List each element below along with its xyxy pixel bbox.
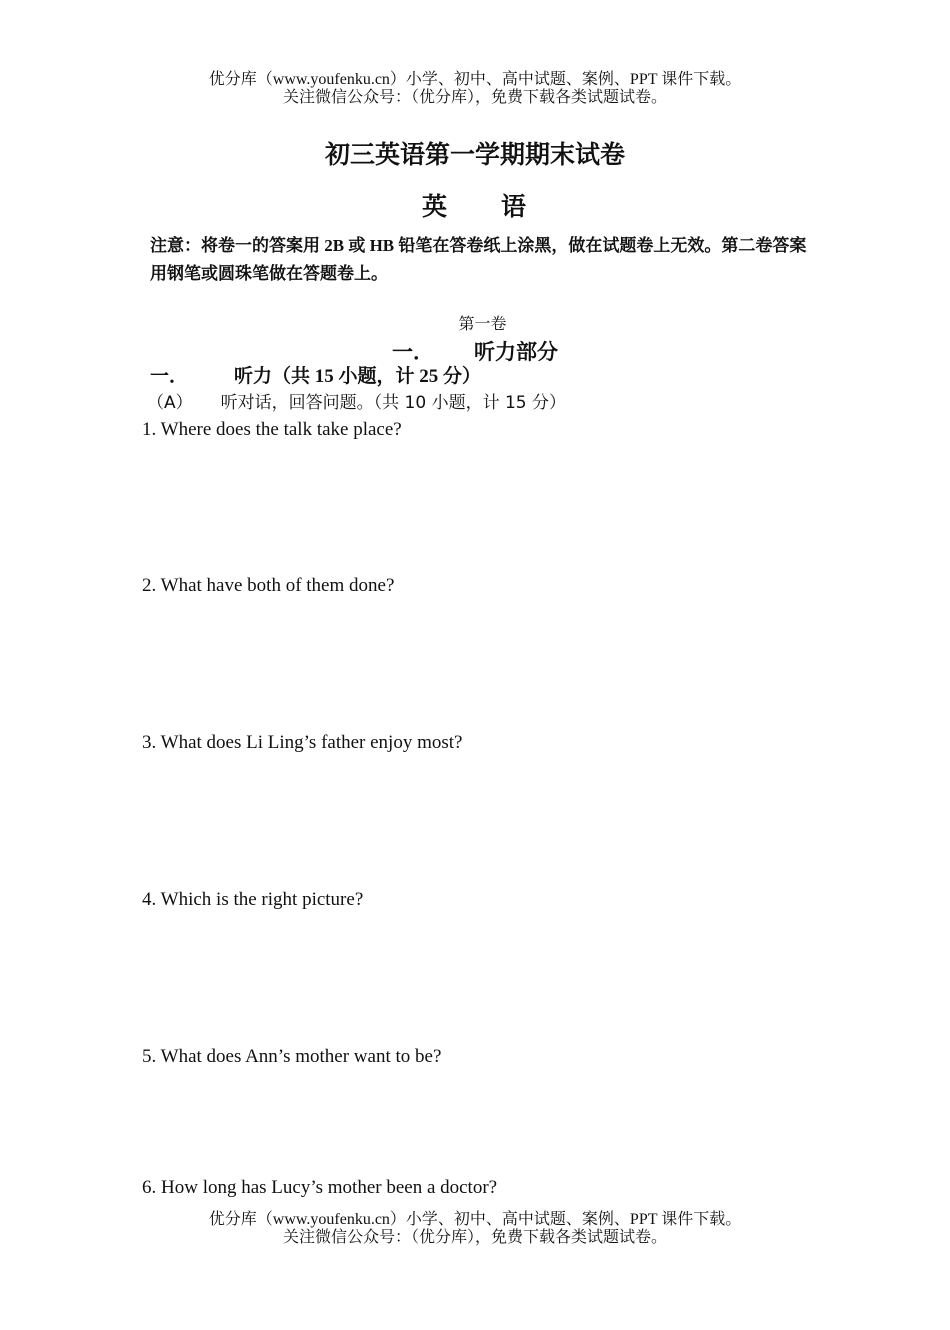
footer-promo-line-1: 优分库（www.youfenku.cn）小学、初中、高中试题、案例、PPT 课件下载。 — [208, 1211, 742, 1228]
question-2: 2. What have both of them done? — [142, 575, 395, 596]
section-text: 听力（共 15 小题，计 25 分） — [234, 366, 482, 387]
part-title-text: 听力部分 — [474, 340, 558, 364]
exam-notice: 注意：将卷一的答案用 2B 或 HB 铅笔在答卷纸上涂黑，做在试题卷上无效。第二卷答案用钢笔或圆珠笔做在答题卷上。 — [150, 236, 807, 283]
subject-title-part-2: 语 — [501, 194, 529, 221]
subject-title-part-1: 英 — [421, 194, 449, 221]
question-4: 4. Which is the right picture? — [142, 889, 364, 910]
part-title-number: 一． — [392, 340, 434, 364]
subsection-text: 听对话，回答问题。（共 10 小题，计 15 分） — [220, 393, 567, 413]
section-heading — [150, 365, 481, 389]
header-promo-line-1: 优分库（www.youfenku.cn）小学、初中、高中试题、案例、PPT 课件下载。 — [208, 71, 742, 88]
subject-title — [0, 193, 950, 223]
question-1: 1. Where does the talk take place? — [142, 419, 402, 440]
subsection-heading — [147, 392, 566, 414]
volume-label: 第一卷 — [458, 316, 507, 333]
exam-title: 初三英语第一学期期末试卷 — [324, 142, 625, 169]
part-title — [0, 339, 950, 365]
subsection-number: （A） — [147, 393, 193, 413]
footer-promo-line-2: 关注微信公众号：（优分库），免费下载各类试题试卷。 — [282, 1229, 667, 1246]
question-5: 5. What does Ann’s mother want to be? — [142, 1046, 442, 1067]
header-promo-line-2: 关注微信公众号：（优分库），免费下载各类试题试卷。 — [282, 89, 667, 106]
section-number: 一． — [150, 366, 189, 387]
question-6: 6. How long has Lucy’s mother been a doctor? — [142, 1177, 498, 1198]
question-3: 3. What does Li Ling’s father enjoy most? — [142, 732, 463, 753]
